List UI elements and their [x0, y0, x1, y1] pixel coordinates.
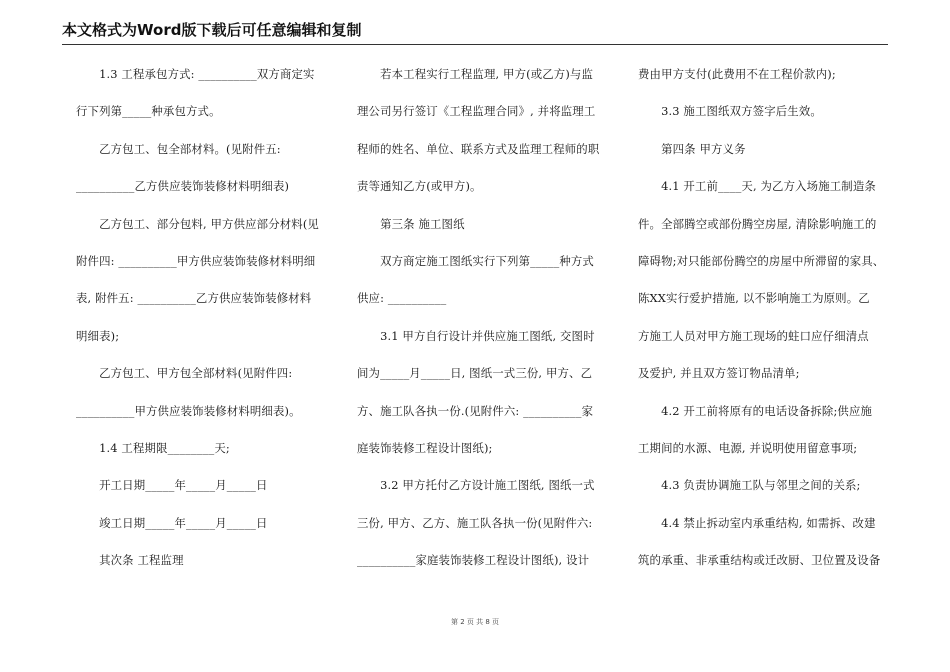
text-line: 3.1 甲方自行设计并供应施工图纸, 交图时: [357, 328, 595, 343]
text-line: 明细表);: [76, 328, 120, 343]
text-line: 方、施工队各执一份.(见附件六: __________家: [357, 403, 594, 418]
text-line: 第三条 施工图纸: [357, 216, 465, 231]
text-line: __________家庭装饰装修工程设计图纸), 设计: [357, 553, 590, 568]
text-line: 工期间的水源、电源, 并说明使用留意事项;: [638, 440, 858, 455]
text-column-1: [76, 56, 326, 579]
text-line: 三份, 甲方、乙方、施工队各执一份(见附件六:: [357, 515, 593, 530]
text-line: 乙方包工、甲方包全部材料(见附件四:: [76, 366, 293, 381]
text-line: 若本工程实行工程监理, 甲方(或乙方)与监: [357, 67, 594, 81]
text-column-2: [357, 56, 607, 579]
text-line: 竣工日期_____年_____月_____日: [76, 515, 268, 530]
text-line: 第四条 甲方义务: [638, 141, 746, 156]
page-number: 第 2 页 共 8 页: [450, 618, 500, 626]
text-line: 供应: __________: [357, 291, 447, 306]
text-line: 筑的承重、非承重结构或迁改厨、卫位置及设备: [638, 553, 881, 568]
text-line: 4.4 禁止拆动室内承重结构, 如需拆、改建: [638, 515, 876, 530]
text-line: 及爱护, 并且双方签订物品清单;: [638, 366, 800, 381]
text-line: 陈XX实行爱护措施, 以不影响施工为原则。乙: [638, 291, 870, 306]
text-line: 件。全部腾空或部份腾空房屋, 清除影响施工的: [638, 216, 877, 231]
text-line: 庭装饰装修工程设计图纸);: [357, 440, 493, 455]
text-line: 4.2 开工前将原有的电话设备拆除;供应施: [638, 403, 873, 418]
text-line: 责等通知乙方(或甲方)。: [357, 179, 482, 194]
text-column-3: [638, 56, 890, 579]
text-line: 乙方包工、部分包料, 甲方供应部分材料(见: [76, 216, 319, 231]
text-line: 开工日期_____年_____月_____日: [76, 478, 268, 493]
text-line: 障碍物;对只能部份腾空的房屋中所滞留的家具、: [638, 253, 885, 268]
text-line: 4.1 开工前____天, 为乙方入场施工制造条: [638, 179, 876, 194]
document-header-title: 本文格式为Word版下载后可任意编辑和复制: [62, 21, 362, 39]
text-line: 程师的姓名、单位、联系方式及监理工程师的职: [357, 141, 600, 156]
text-line: 间为_____月_____日, 图纸一式三份, 甲方、乙: [357, 366, 593, 381]
text-line: 1.3 工程承包方式: __________双方商定实: [76, 67, 315, 81]
header-divider: [62, 44, 888, 45]
text-line: 表, 附件五: __________乙方供应装饰装修材料: [76, 291, 312, 306]
text-line: 行下列第_____种承包方式。: [76, 104, 221, 119]
text-line: 4.3 负责协调施工队与邻里之间的关系;: [638, 478, 861, 493]
text-line: 乙方包工、包全部材料。(见附件五:: [76, 141, 281, 156]
text-line: 1.4 工程期限________天;: [76, 440, 230, 455]
text-line: 双方商定施工图纸实行下列第_____种方式: [357, 253, 594, 268]
text-line: 3.3 施工图纸双方签字后生效。: [638, 104, 822, 119]
text-line: 理公司另行签订《工程监理合同》, 并将监理工: [357, 104, 596, 119]
text-line: __________乙方供应装饰装修材料明细表): [76, 179, 290, 194]
text-line: 方施工人员对甲方施工现场的蛀口应仔细清点: [638, 328, 869, 343]
text-line: 附件四: __________甲方供应装饰装修材料明细: [76, 253, 316, 268]
text-line: 3.2 甲方托付乙方设计施工图纸, 图纸一式: [357, 478, 595, 493]
text-line: 费由甲方支付(此费用不在工程价款内);: [638, 67, 836, 81]
text-line: __________甲方供应装饰装修材料明细表)。: [76, 403, 301, 418]
text-line: 其次条 工程监理: [76, 553, 184, 568]
